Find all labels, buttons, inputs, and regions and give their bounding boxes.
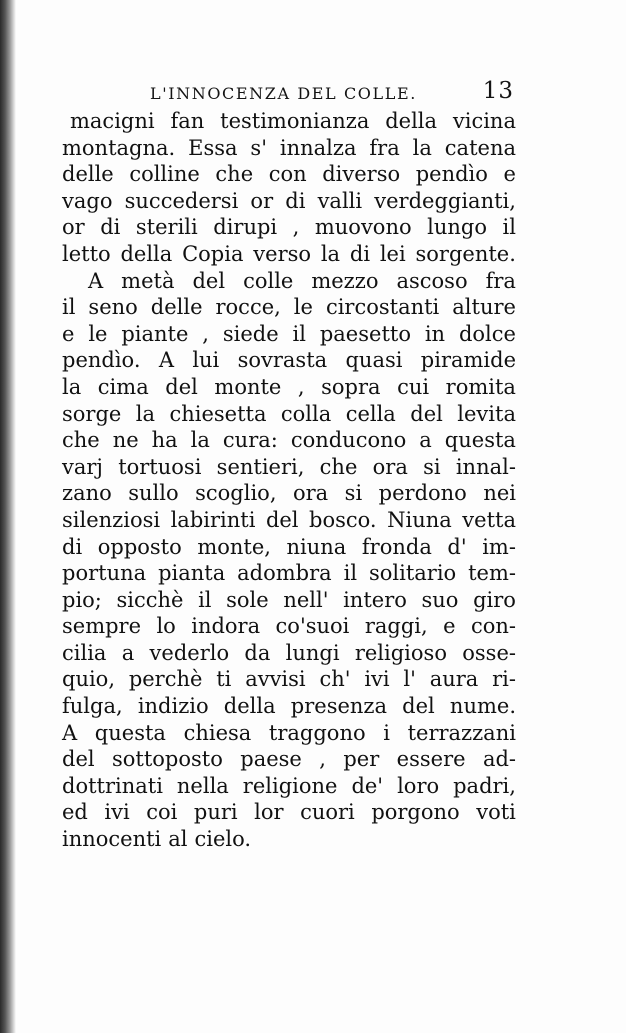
text-line — [62, 693, 516, 720]
word: essere — [396, 747, 466, 772]
word: al — [168, 827, 188, 852]
word: dirupi — [213, 215, 278, 240]
word: a — [121, 640, 135, 665]
word: adombra — [237, 561, 332, 586]
word: conducono — [290, 428, 407, 453]
word: fra — [369, 135, 400, 160]
word: il — [292, 321, 306, 346]
word: si — [423, 454, 441, 479]
word: siede — [222, 321, 279, 346]
word: innocenti — [62, 827, 162, 852]
word: opposto — [97, 534, 182, 559]
running-title: L'INNOCENZA DEL COLLE. — [150, 84, 417, 103]
word: nei — [483, 481, 516, 506]
word: che — [215, 162, 254, 187]
word: e — [62, 321, 75, 346]
text-line — [62, 241, 516, 268]
word: di — [349, 241, 371, 266]
word: sentieri, — [216, 454, 305, 479]
word: del — [410, 401, 443, 426]
word: della — [385, 109, 438, 133]
word: lungo — [427, 215, 487, 240]
word: lei — [379, 241, 406, 266]
word: voti — [476, 800, 516, 825]
word: monte — [214, 374, 282, 399]
word: ascoso — [396, 268, 468, 293]
text-line — [62, 826, 516, 853]
word: sopra — [321, 374, 381, 399]
word: pio; — [62, 587, 102, 612]
word: fulga, — [62, 694, 123, 719]
text-line — [62, 135, 516, 162]
word: colla — [280, 401, 332, 426]
word: nella — [176, 773, 229, 798]
word: del — [402, 694, 435, 719]
running-head — [62, 80, 516, 106]
word: del — [192, 268, 226, 293]
word: ch' — [319, 667, 351, 692]
word: valli — [317, 188, 363, 213]
word: coi — [146, 800, 178, 825]
word: lungi — [285, 640, 340, 665]
word: , — [292, 215, 300, 240]
word: fan — [170, 109, 205, 133]
word: la — [412, 135, 432, 160]
word: co'suoi — [275, 614, 350, 639]
word: dottrinati — [62, 773, 163, 798]
word: il — [62, 295, 76, 320]
word: cima — [97, 374, 149, 399]
word: questa — [94, 720, 166, 745]
word: terrazzani — [407, 720, 516, 745]
word: colline — [129, 162, 200, 187]
word: lor — [254, 800, 284, 825]
word: a — [419, 428, 432, 453]
word: diverso — [322, 162, 401, 187]
word: quio, — [62, 667, 116, 692]
word: che — [319, 454, 358, 479]
word: per — [343, 747, 380, 772]
text-line — [62, 374, 516, 401]
word: suo — [421, 587, 459, 612]
word: da — [244, 640, 271, 665]
word: presenza — [290, 694, 388, 719]
word: avvisi — [245, 667, 306, 692]
text-line — [62, 454, 516, 481]
text-line — [62, 773, 516, 800]
word: il — [198, 587, 212, 612]
word: solitario — [368, 561, 457, 586]
word: pianta — [158, 561, 226, 586]
word: fra — [485, 268, 516, 293]
word: cui — [397, 374, 430, 399]
word: testimonianza — [220, 109, 370, 133]
word: ora — [292, 481, 329, 506]
word: , — [319, 747, 326, 772]
word: della — [223, 694, 276, 719]
word: sicchè — [116, 587, 184, 612]
text-line — [62, 294, 516, 321]
word: labirinti — [170, 507, 256, 532]
word: di — [62, 534, 83, 559]
word: vago — [62, 188, 113, 213]
text-line — [62, 188, 516, 215]
word: religione — [242, 773, 338, 798]
word: puri — [193, 800, 238, 825]
word: pendìo. — [62, 348, 141, 373]
word: chiesetta — [169, 401, 267, 426]
word: Niuna — [387, 507, 452, 532]
word: chiesa — [183, 720, 252, 745]
word: lui — [192, 348, 220, 373]
word: di — [285, 188, 306, 213]
word: montagna. — [62, 135, 176, 160]
word: questa — [444, 428, 516, 453]
word: rocce, — [215, 295, 281, 320]
word: di — [100, 215, 121, 240]
word: portuna — [62, 561, 147, 586]
word: verdeggianti, — [374, 188, 516, 213]
word: delle — [150, 295, 203, 320]
page-number: 13 — [482, 78, 514, 104]
word: macigni — [70, 109, 155, 133]
word: traggono — [268, 720, 366, 745]
word: del — [165, 374, 198, 399]
word: pendìo — [415, 162, 488, 187]
word: mezzo — [311, 268, 379, 293]
word: il — [502, 215, 516, 240]
text-line — [62, 507, 516, 534]
word: ed — [62, 800, 88, 825]
word: levita — [457, 401, 516, 426]
word: osse- — [462, 640, 516, 665]
word: ivi — [364, 667, 390, 692]
word: colle — [243, 268, 294, 293]
word: sorgente. — [415, 241, 516, 266]
word: padri, — [453, 773, 516, 798]
text-line — [62, 746, 516, 773]
word: verso — [253, 241, 312, 266]
word: sole — [226, 587, 269, 612]
word: fronda — [361, 534, 432, 559]
word: nume. — [449, 694, 516, 719]
word: e — [443, 614, 456, 639]
word: il — [343, 561, 358, 586]
word: che — [62, 428, 100, 453]
word: la — [320, 241, 341, 266]
word: le — [293, 295, 313, 320]
word: monte, — [197, 534, 271, 559]
word: sullo — [128, 481, 179, 506]
word: catena — [444, 135, 516, 160]
word: con — [268, 162, 307, 187]
text-line — [62, 108, 516, 135]
word: in — [424, 321, 446, 346]
word: sorge — [62, 401, 122, 426]
word: romita — [445, 374, 516, 399]
word: giro — [473, 587, 516, 612]
word: i — [383, 720, 390, 745]
text-line — [62, 161, 516, 188]
word: , — [202, 321, 209, 346]
word: tortuosi — [118, 454, 202, 479]
word: le — [88, 321, 108, 346]
word: della — [120, 241, 173, 266]
word: s' — [250, 135, 267, 160]
word: perchè — [128, 667, 203, 692]
word: ne — [112, 428, 139, 453]
word: , — [297, 374, 305, 399]
word: silenziosi — [62, 507, 161, 532]
word: aura — [429, 667, 479, 692]
word: Essa — [188, 135, 238, 160]
word: ti — [216, 667, 232, 692]
word: sottoposto — [111, 747, 223, 772]
body-text — [62, 108, 516, 853]
word: la — [135, 401, 156, 426]
word: im- — [482, 534, 516, 559]
text-line — [62, 480, 516, 507]
word: loro — [397, 773, 440, 798]
text-line — [62, 560, 516, 587]
word: cella — [345, 401, 396, 426]
word: innal- — [455, 454, 516, 479]
word: lo — [156, 614, 176, 639]
word: nell' — [283, 587, 329, 612]
word: indora — [191, 614, 261, 639]
word: con- — [470, 614, 516, 639]
word: vicina — [452, 109, 516, 133]
word: Copia — [182, 241, 244, 266]
word: cielo. — [194, 827, 252, 852]
word: intero — [343, 587, 407, 612]
word: ha — [151, 428, 178, 453]
word: e — [503, 162, 516, 187]
word: la — [190, 428, 210, 453]
word: ivi — [104, 800, 130, 825]
text-line — [62, 613, 516, 640]
word: del — [62, 747, 95, 772]
word: innalza — [279, 135, 357, 160]
word: vetta — [462, 507, 516, 532]
word: perdono — [378, 481, 467, 506]
word: cilia — [62, 640, 107, 665]
text-line — [62, 799, 516, 826]
text-line — [62, 666, 516, 693]
word: alture — [452, 295, 516, 320]
word: raggi, — [364, 614, 428, 639]
text-line — [62, 347, 516, 374]
word: A — [62, 720, 78, 745]
text-line — [62, 427, 516, 454]
word: de' — [351, 773, 384, 798]
word: seno — [88, 295, 138, 320]
text-line — [62, 587, 516, 614]
word: scoglio, — [195, 481, 277, 506]
word: ad- — [482, 747, 516, 772]
word: cuori — [300, 800, 355, 825]
word: piante — [121, 321, 189, 346]
word: religioso — [354, 640, 447, 665]
word: porgono — [371, 800, 460, 825]
word: zano — [62, 481, 112, 506]
text-line — [62, 321, 516, 348]
word: delle — [62, 162, 114, 187]
text-line — [62, 720, 516, 747]
word: letto — [62, 241, 111, 266]
word: paese — [240, 747, 302, 772]
word: piramide — [420, 348, 516, 373]
word: dolce — [458, 321, 516, 346]
word: or — [250, 188, 274, 213]
word: succedersi — [124, 188, 239, 213]
word: vederlo — [149, 640, 230, 665]
word: ora — [372, 454, 408, 479]
word: varj — [62, 454, 103, 479]
text-line — [62, 214, 516, 241]
word: ri- — [492, 667, 516, 692]
word: or — [62, 215, 85, 240]
text-line — [62, 534, 516, 561]
word: tem- — [468, 561, 516, 586]
text-line — [62, 268, 516, 295]
word: cura: — [222, 428, 278, 453]
binding-edge — [0, 0, 16, 1033]
word: A — [88, 268, 104, 293]
text-line — [62, 640, 516, 667]
word: circostanti — [325, 295, 440, 320]
word: d' — [447, 534, 467, 559]
word: si — [344, 481, 363, 506]
word: del — [265, 507, 299, 532]
word: sterili — [135, 215, 198, 240]
word: metà — [121, 268, 175, 293]
word: quasi — [345, 348, 403, 373]
word: la — [62, 374, 82, 399]
word: muovono — [314, 215, 412, 240]
text-line — [62, 401, 516, 428]
word: sempre — [62, 614, 142, 639]
word: bosco. — [309, 507, 377, 532]
word: indizio — [137, 694, 209, 719]
word: l' — [403, 667, 416, 692]
word: niuna — [286, 534, 347, 559]
word: paesetto — [319, 321, 411, 346]
word: sovrasta — [237, 348, 328, 373]
word: A — [158, 348, 174, 373]
